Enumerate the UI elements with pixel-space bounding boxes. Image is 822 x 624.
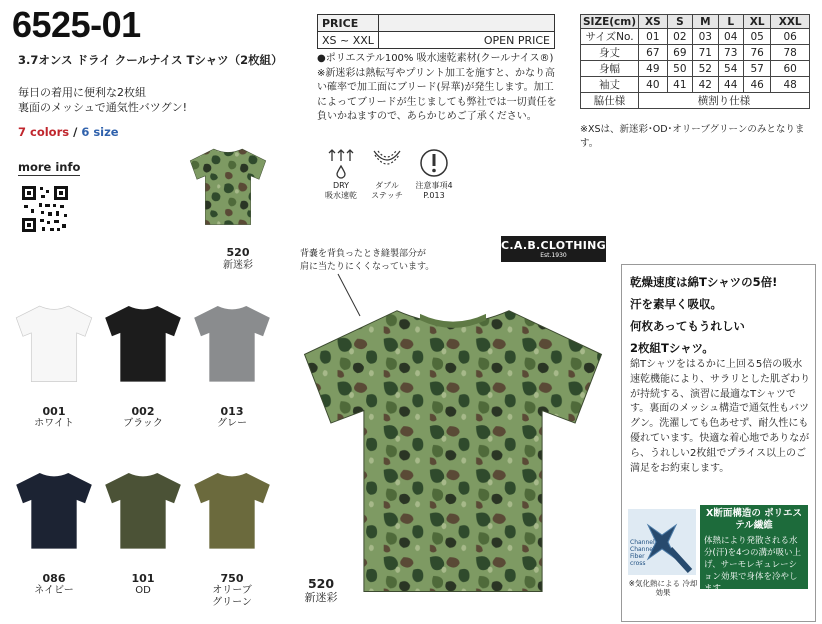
feature-head-4: 2枚組Tシャツ。 [630,341,714,355]
variant-code: 002 [131,405,155,418]
price-table [317,14,555,49]
caution-label: 注意事項4 P.013 [415,181,453,200]
variant-code: 750 [220,572,244,585]
feature-head-3: 何枚あってもうれしい [630,319,745,333]
size-cell: 01 [639,29,668,45]
size-header-l: L [718,15,743,29]
x-section-body: 体熱により発散される水分(汗)を4つの溝が吸い上げ、サーモレギュレーション効果で身体を冷やします。 [704,536,802,594]
product-notes [317,52,557,125]
size-row-width [581,61,810,77]
tshirt-olive[interactable] [190,458,274,562]
callout-line-2: 肩に当たりにくくなっています。 [300,262,435,272]
price-value: OPEN PRICE [379,32,555,49]
main-shirt-name: 新迷彩 [304,591,338,604]
feature-body: 綿Tシャツをはるかに上回る5倍の吸水速乾機能により、サラリとした肌ざわりが持続する、演習に最適なTシャツです。裏面のメッシュ構造で通気性もバツグン。洗濯しても色あせず、耐久性にも優れています。快適な着心地でありながら、うれしい2枚組でプライス以上のご満足をお約束します。 [630,359,810,474]
size-cell: 67 [639,45,668,61]
x-section-caption: ※気化熱による 冷却効果 [628,579,698,597]
product-subtitle: 3.7オンス ドライ クールナイス Tシャツ（2枚組） [18,53,283,67]
variant-code: 086 [42,572,66,585]
size-cell: 52 [693,61,718,77]
variant-name: 新迷彩 [223,260,253,271]
size-cell: 60 [771,61,810,77]
size-cell: 身幅 [581,61,639,77]
size-header-m: M [693,15,718,29]
size-cell: 48 [771,77,810,93]
variant-name: グレー [217,418,247,429]
size-cell: 42 [693,77,718,93]
size-cell: 身丈 [581,45,639,61]
dry-label: DRY 吸水速乾 [325,181,357,200]
size-cell: サイズNo. [581,29,639,45]
size-cell: 41 [667,77,692,93]
size-cell: 06 [771,29,810,45]
fiber-diagram-label: Channel Channel Fiber cross [630,539,655,567]
feature-head-2: 汗を素早く吸収。 [630,297,722,311]
variant-code: 001 [42,405,66,418]
size-cell: 03 [693,29,718,45]
size-cell: 73 [718,45,743,61]
brand-logo [501,236,606,262]
feature-headline [630,271,810,359]
size-cell: 横割り仕様 [639,93,810,109]
desc-line-2: 裏面のメッシュで通気性バツグン! [18,101,188,114]
feature-box [621,264,816,622]
variant-name: ホワイト [34,418,74,429]
size-cell: 44 [718,77,743,93]
shoulder-callout [300,248,434,274]
size-header-xs: XS [639,15,668,29]
size-count: 6 size [81,125,119,139]
feature-head-1: 乾燥速度は綿Tシャツの5倍! [630,275,778,289]
size-table [580,14,810,109]
tshirt-black[interactable] [101,293,185,393]
double-stitch-icon [371,147,403,179]
slash-separator: / [69,125,82,139]
size-header-xxl: XXL [771,15,810,29]
tshirt-od[interactable] [101,458,185,562]
variant-name: オリーブ グリーン [212,585,252,608]
tshirt-white[interactable] [12,293,96,393]
price-size-range: XS ~ XXL [318,32,379,49]
brand-since: Est.1930 [540,252,567,259]
size-cell: 54 [718,61,743,77]
variant-code: 013 [220,405,244,418]
size-cell: 46 [743,77,770,93]
size-cell: 袖丈 [581,77,639,93]
main-shirt-code: 520 [307,576,335,591]
size-cell: 78 [771,45,810,61]
note-material: ●ポリエステル100% 吸水速乾素材(クールナイス®) [317,53,554,64]
size-cell: 04 [718,29,743,45]
size-header-label: SIZE(cm) [581,15,639,29]
tshirt-navy[interactable] [12,458,96,562]
variant-name: OD [135,585,151,596]
variant-name: ブラック [123,418,163,429]
size-row-side [581,93,810,109]
dry-icon [326,147,356,179]
size-cell: 49 [639,61,668,77]
price-header-blank [379,15,555,32]
tshirt-camo-main[interactable] [288,292,618,604]
variant-name: ネイビー [34,585,74,596]
size-cell: 71 [693,45,718,61]
size-row-length [581,45,810,61]
tshirt-grey[interactable] [190,293,274,393]
size-cell: 40 [639,77,668,93]
caution-icon [418,147,450,179]
size-cell: 57 [743,61,770,77]
x-section-title: X断面構造の ポリエステル繊維 [706,508,802,531]
desc-line-1: 毎日の着用に便利な2枚組 [18,86,146,99]
product-code: 6525-01 [12,4,141,45]
size-cell: 脇仕様 [581,93,639,109]
note-caution: ※新迷彩は熱転写やプリント加工を施すと、かなり高い確率で加工面にブリード(昇華)が発生します。加工によってブリードが生じましても弊社では一切責任を負いかねますので、あらかじめご了承ください。 [317,67,557,122]
x-section-box [628,505,808,597]
size-cell: 76 [743,45,770,61]
colors-count: 7 colors [18,125,70,139]
size-cell: 50 [667,61,692,77]
size-header-s: S [667,15,692,29]
size-cell: 02 [667,29,692,45]
size-cell: 05 [743,29,770,45]
qr-code-icon[interactable] [20,184,70,234]
more-info-label: more info [18,160,81,174]
brand-name: C.A.B.CLOTHING [501,239,606,252]
fiber-diagram [628,509,696,575]
double-stitch-label: ダブル ステッチ [371,181,403,200]
color-size-count [18,125,119,139]
product-description [18,85,187,115]
variant-code: 520 [226,246,250,259]
size-cell: 69 [667,45,692,61]
price-label: PRICE [318,15,379,32]
size-note: ※XSは、新迷彩･OD･オリーブグリーンのみとなります。 [580,124,805,149]
size-row-sleeve [581,77,810,93]
variant-code: 101 [131,572,155,585]
feature-icons [318,147,458,217]
size-row-number [581,29,810,45]
callout-line-1: 背嚢を背負ったとき縫製部分が [300,249,427,259]
size-header-xl: XL [743,15,770,29]
x-section-panel [700,505,808,594]
tshirt-camo-small[interactable] [186,138,270,234]
